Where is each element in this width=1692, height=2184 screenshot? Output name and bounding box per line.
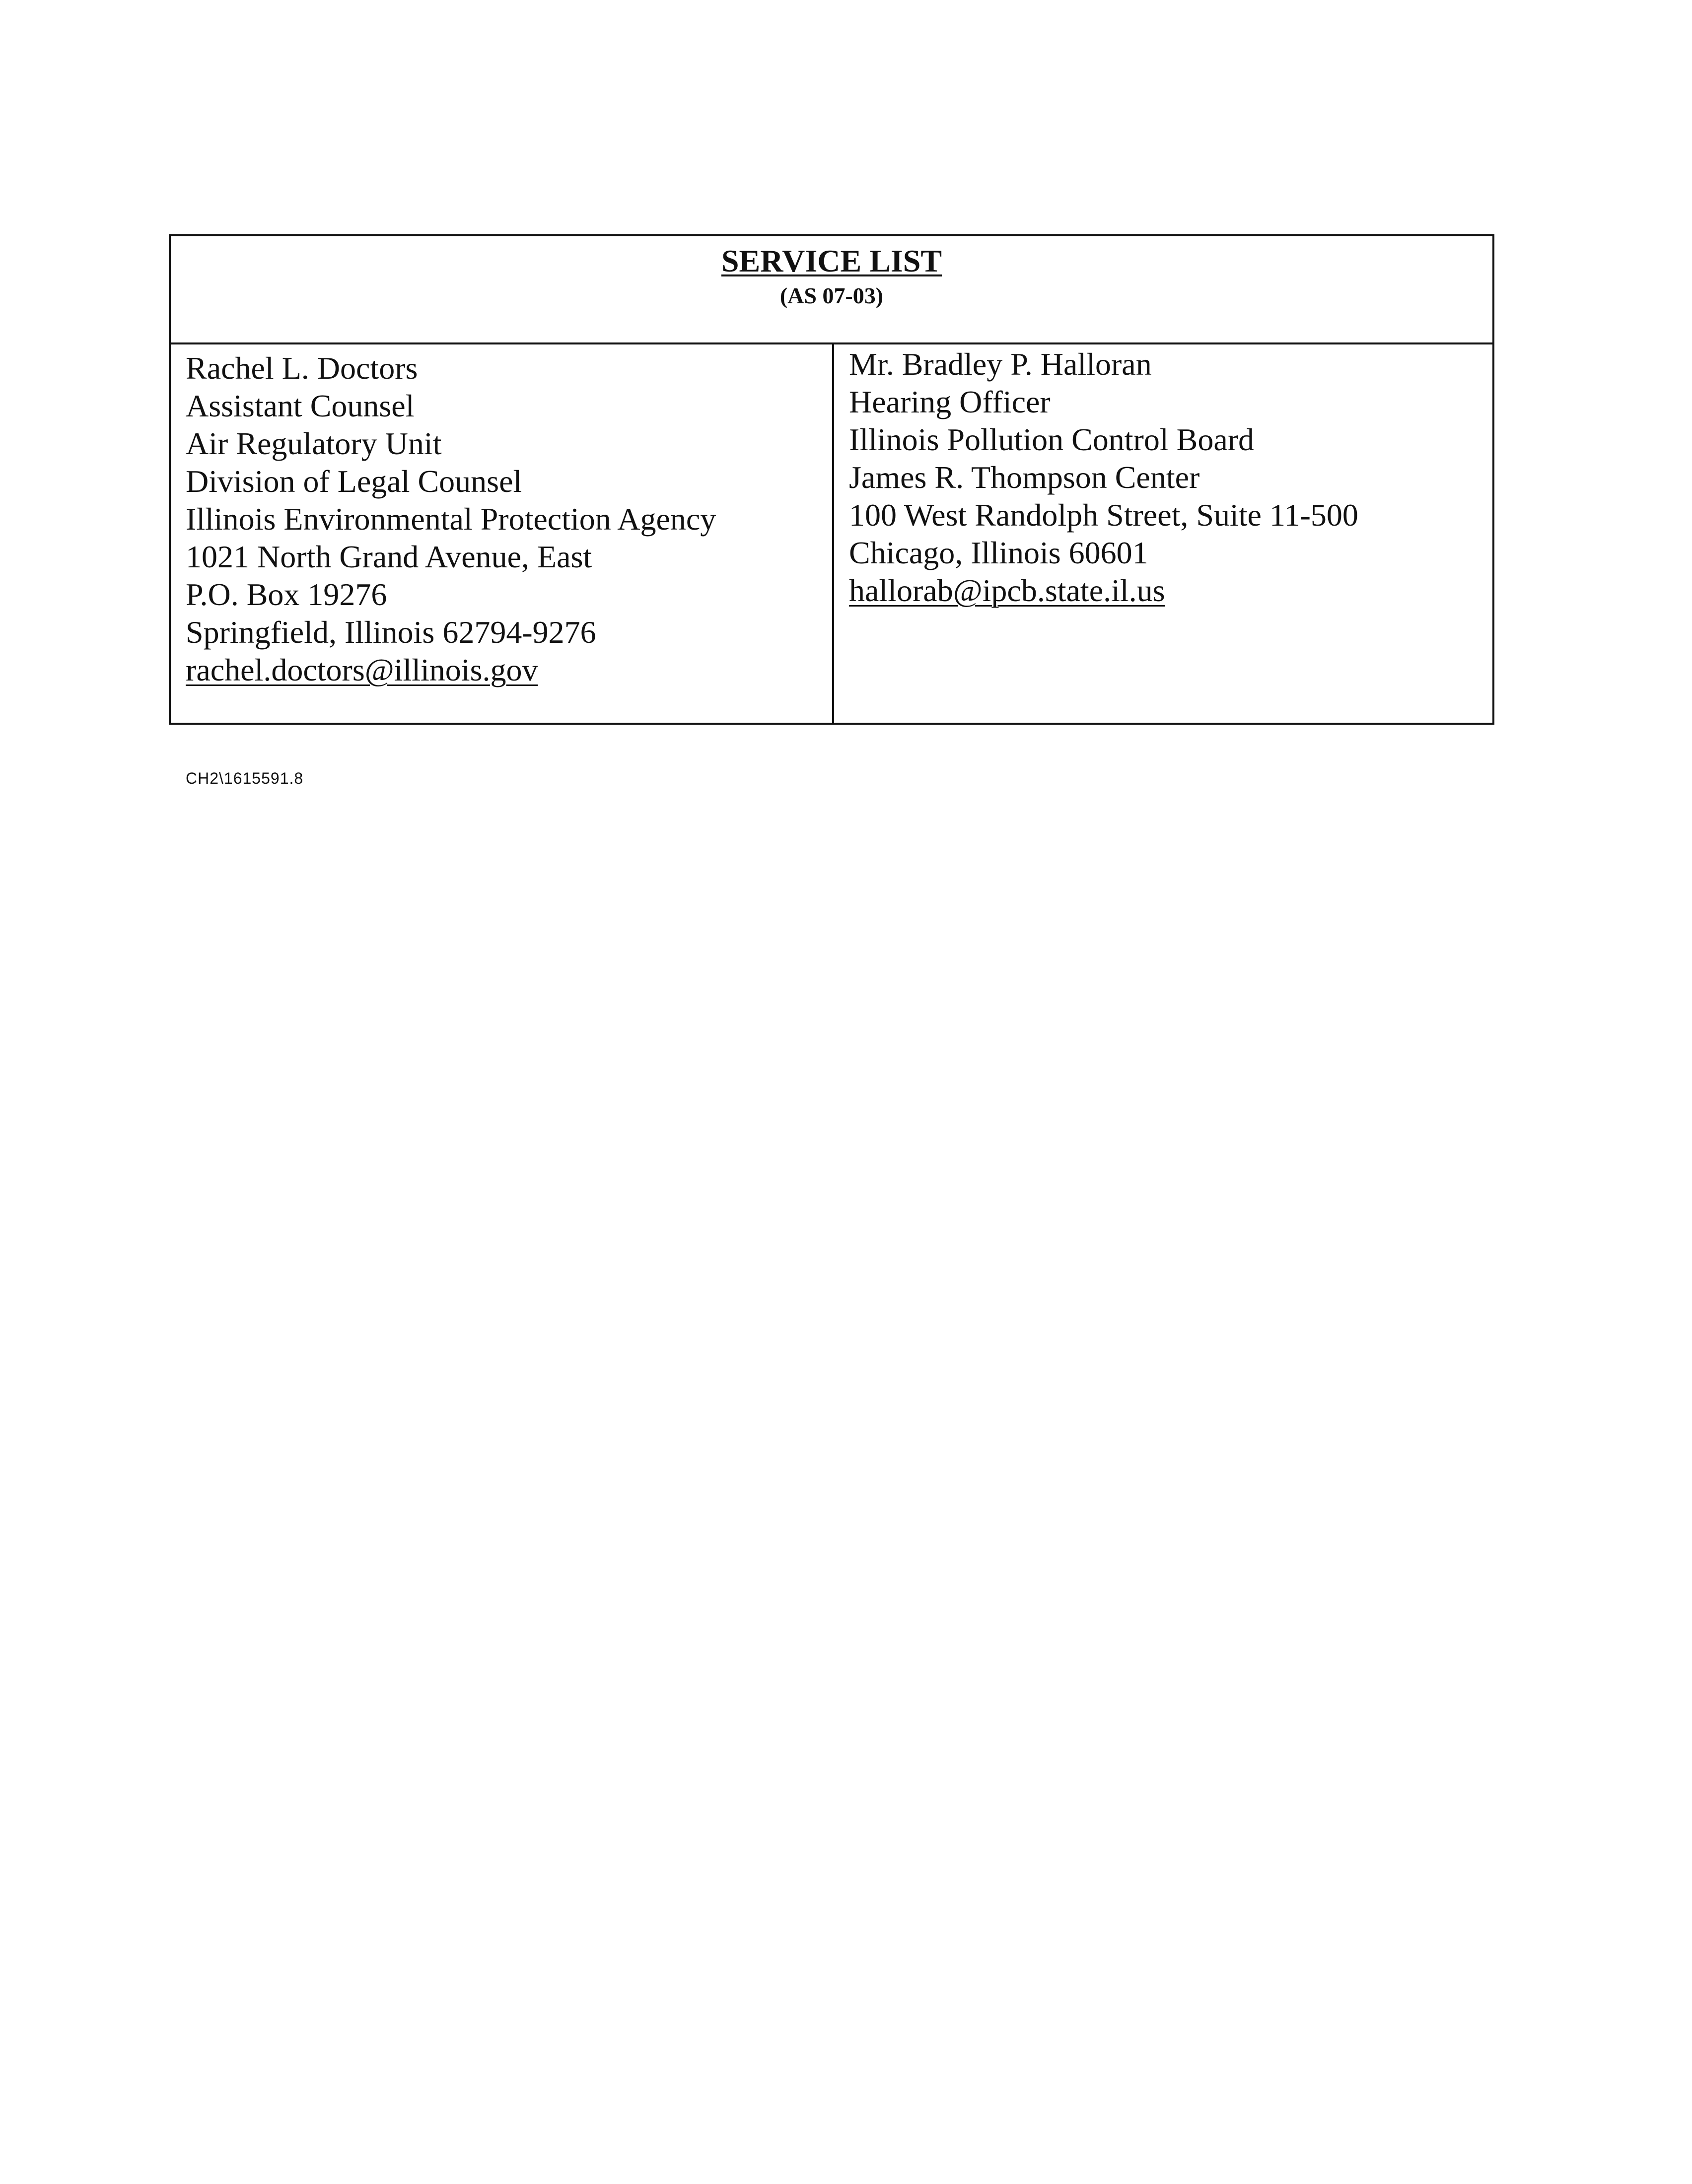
contact-email-link[interactable]: rachel.doctors@illinois.gov <box>186 652 538 687</box>
service-list-table <box>169 234 1494 725</box>
contact-street-address: 100 West Randolph Street, Suite 11-500 <box>849 497 1358 533</box>
case-number: (AS 07-03) <box>779 283 884 308</box>
contact-title: Assistant Counsel <box>186 388 415 423</box>
contact-name: Mr. Bradley P. Halloran <box>849 346 1152 382</box>
contact-city: Chicago, Illinois 60601 <box>849 535 1148 570</box>
left-contact-block <box>171 344 834 723</box>
contact-agency: Illinois Pollution Control Board <box>849 422 1255 457</box>
contact-title: Hearing Officer <box>849 384 1051 419</box>
contact-city: Springfield, Illinois 62794-9276 <box>186 614 596 650</box>
contact-email-link[interactable]: hallorab@ipcb.state.il.us <box>849 573 1165 608</box>
contact-division: Division of Legal Counsel <box>186 464 522 499</box>
document-id: CH2\1615591.8 <box>186 769 304 787</box>
contact-name: Rachel L. Doctors <box>186 350 418 386</box>
contact-unit: Air Regulatory Unit <box>186 426 442 461</box>
table-header <box>171 236 1492 344</box>
title-text: SERVICE LIST <box>721 243 942 278</box>
contact-street-address: 1021 North Grand Avenue, East <box>186 539 592 574</box>
contact-building: James R. Thompson Center <box>849 460 1200 495</box>
contact-agency: Illinois Environmental Protection Agency <box>186 501 716 537</box>
right-contact-block <box>834 344 1492 723</box>
contact-po-box: P.O. Box 19276 <box>186 577 387 612</box>
page-title <box>171 241 1492 281</box>
